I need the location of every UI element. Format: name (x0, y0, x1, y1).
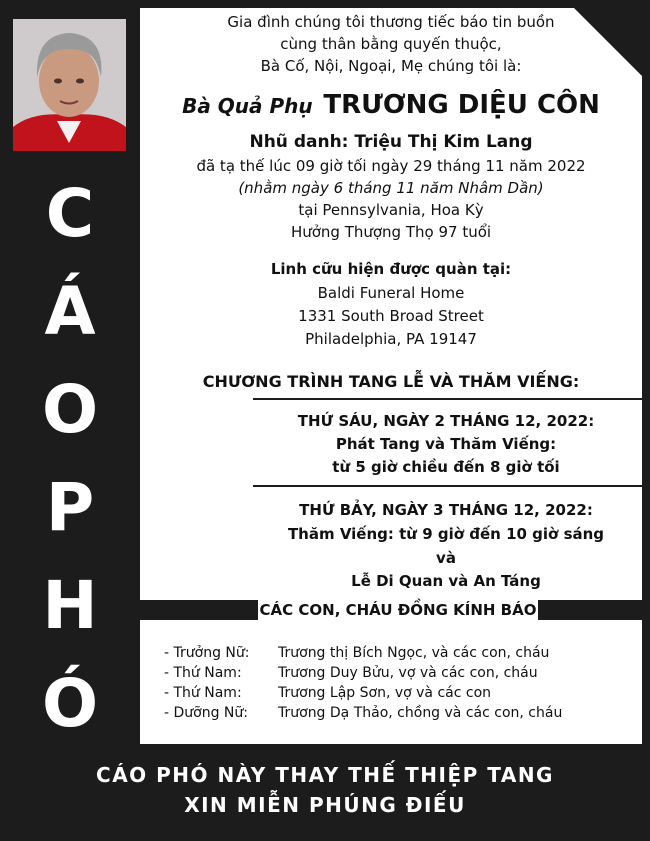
deceased-name-line (140, 88, 642, 125)
family-bar-left (140, 600, 258, 620)
family-role: - Thứ Nam: (164, 665, 242, 681)
vertical-letter: C (45, 175, 95, 252)
day2-and: và (436, 549, 456, 567)
family-names: Trương Dạ Thảo, chồng và các con, cháu (278, 705, 563, 721)
separator (253, 398, 642, 400)
day1-title: THỨ SÁU, NGÀY 2 THÁNG 12, 2022: (297, 412, 595, 430)
portrait-photo (13, 19, 126, 151)
passed-date: đã tạ thế lúc 09 giờ tối ngày 29 tháng 11 năm 2022 (196, 157, 586, 175)
location-line: Baldi Funeral Home (317, 284, 465, 302)
intro-line: cùng thân bằng quyến thuộc, (280, 35, 502, 53)
intro-line: Bà Cố, Nội, Ngoại, Mẹ chúng tôi là: (260, 57, 522, 75)
vertical-letter: Á (44, 273, 96, 350)
location-heading: Linh cữu hiện được quàn tại: (270, 260, 512, 278)
family-role: - Trưởng Nữ: (164, 645, 250, 661)
footer-line: CÁO PHÓ NÀY THAY THẾ THIỆP TANG (96, 763, 554, 787)
family-names: Trương Duy Bửu, vợ và các con, cháu (278, 665, 538, 681)
separator (253, 485, 642, 487)
day1-line: Phát Tang và Thăm Viếng: (335, 435, 557, 453)
vertical-letter: O (41, 371, 99, 448)
deceased-name: TRƯƠNG DIỆU CÔN (323, 90, 600, 120)
family-names: Trương Lập Sơn, vợ và các con (278, 685, 492, 701)
intro-line: Gia đình chúng tôi thương tiếc báo tin buồn (227, 13, 555, 31)
day2-title: THỨ BẢY, NGÀY 3 THÁNG 12, 2022: (299, 501, 593, 519)
content-panel (140, 8, 642, 744)
title-prefix: Bà Quả Phụ (182, 94, 313, 118)
family-role: - Thứ Nam: (164, 685, 242, 701)
maiden-name: Nhũ danh: Triệu Thị Kim Lang (249, 132, 533, 152)
day1-line: từ 5 giờ chiều đến 8 giờ tối (332, 458, 560, 476)
family-names: Trương thị Bích Ngọc, và các con, cháu (278, 645, 550, 661)
vertical-letter: H (42, 567, 98, 644)
footer-line: XIN MIỄN PHÚNG ĐIẾU (184, 793, 466, 817)
day2-line: Lễ Di Quan và An Táng (351, 572, 541, 590)
family-heading: CÁC CON, CHÁU ĐỒNG KÍNH BÁO (259, 601, 537, 619)
location-line: Philadelphia, PA 19147 (305, 330, 477, 348)
age: Hưởng Thượng Thọ 97 tuổi (290, 223, 492, 241)
vertical-title (0, 165, 140, 753)
footer (0, 760, 650, 820)
passed-place: tại Pennsylvania, Hoa Kỳ (298, 201, 484, 219)
location-line: 1331 South Broad Street (298, 307, 484, 325)
lunar-date: (nhằm ngày 6 tháng 11 năm Nhâm Dần) (238, 179, 544, 197)
vertical-letter: Ó (41, 665, 99, 742)
vertical-letter: P (45, 469, 95, 546)
day2-line: Thăm Viếng: từ 9 giờ đến 10 giờ sáng (287, 525, 605, 543)
program-heading: CHƯƠNG TRÌNH TANG LỄ VÀ THĂM VIẾNG: (202, 372, 580, 391)
family-role: - Dưỡng Nữ: (164, 705, 248, 721)
family-bar-right (538, 600, 642, 620)
